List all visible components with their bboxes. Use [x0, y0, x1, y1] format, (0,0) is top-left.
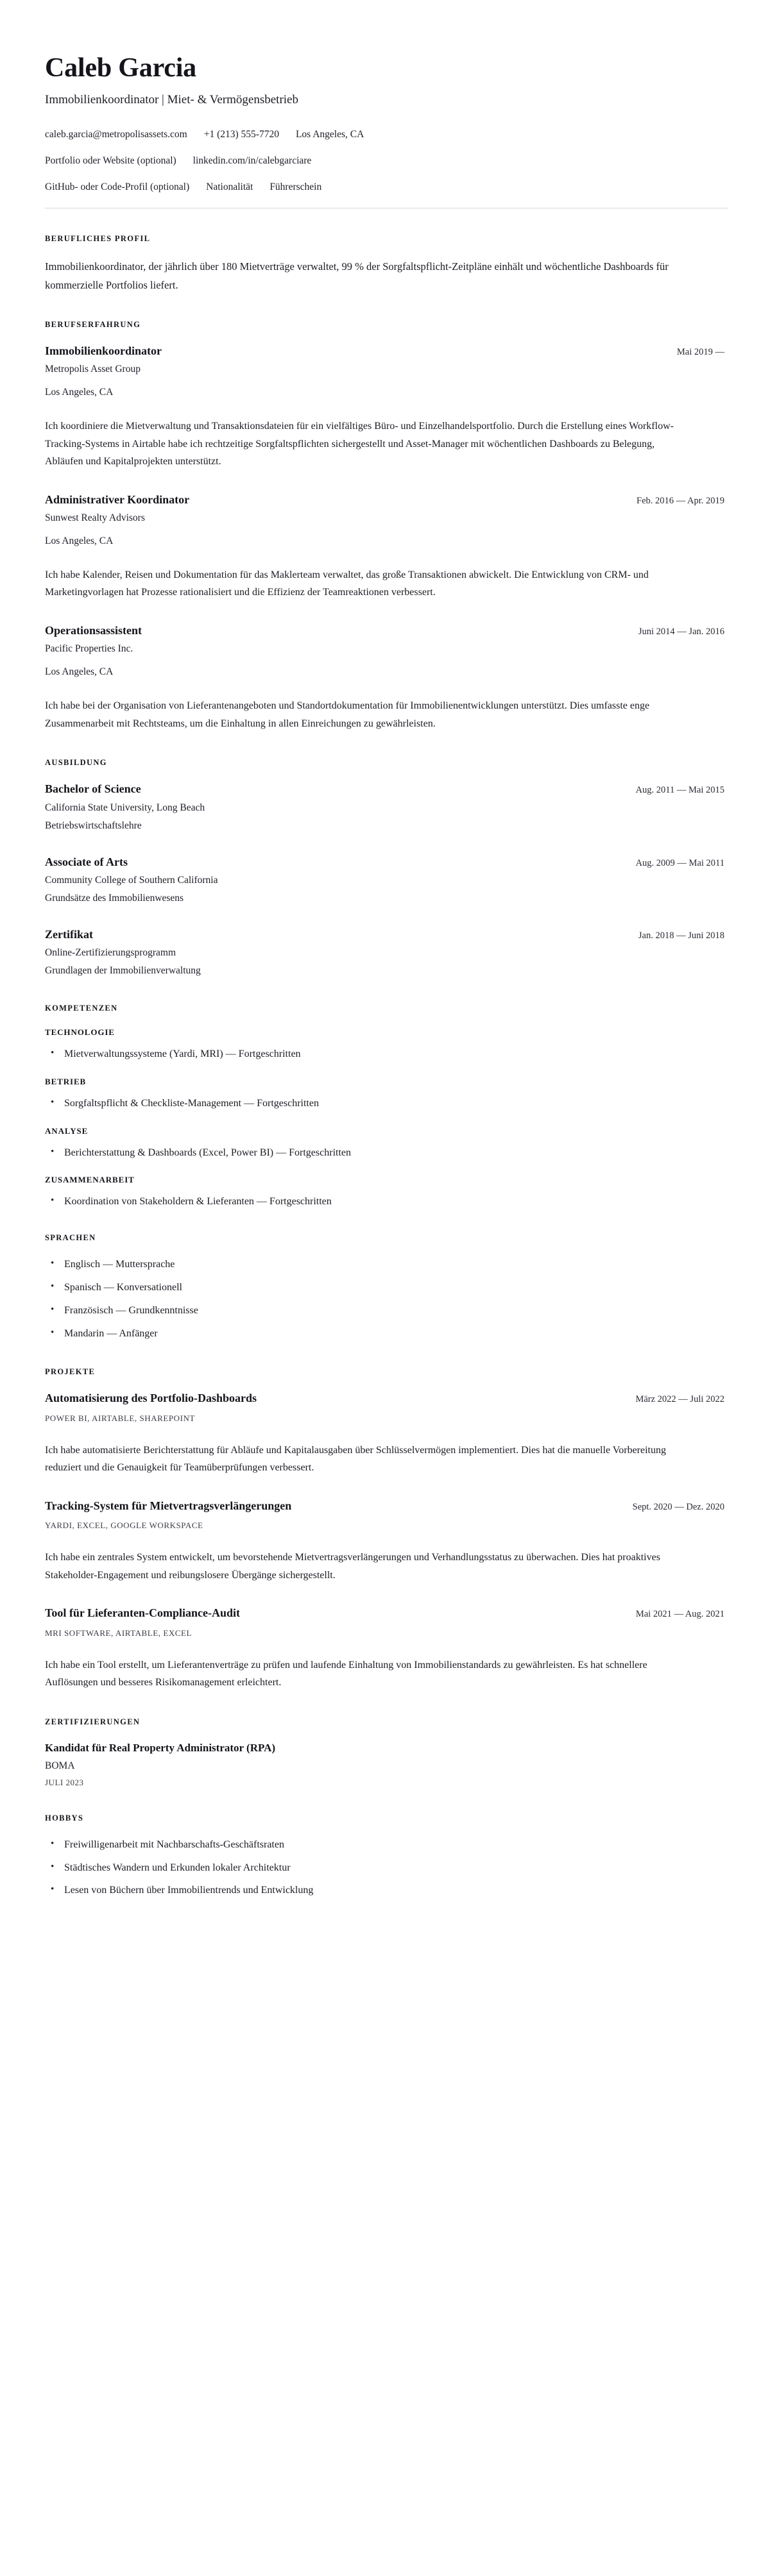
skill-list	[45, 1194, 728, 1210]
job-date-range: Feb. 2016 — Apr. 2019	[637, 495, 724, 506]
project-item	[45, 1499, 728, 1584]
project-description: Ich habe ein Tool erstellt, um Lieferantenverträge zu prüfen und laufende Einhaltung von Immobilienstandards zu gewährleisten. Es hat schnellere Auflösungen und besseres Risikomanagement erleichtert.	[45, 1659, 647, 1688]
section-certifications	[45, 1717, 728, 1788]
candidate-name: Caleb Garcia	[45, 53, 196, 83]
language-list	[45, 1257, 728, 1342]
section-professional-profile	[45, 234, 728, 294]
contact-row-primary	[45, 128, 728, 141]
project-tech-stack: YARDI, EXCEL, GOOGLE WORKSPACE	[45, 1520, 203, 1531]
email-text: caleb.garcia@metropolisassets.com	[45, 128, 187, 140]
language-item: • Mandarin — Anfänger	[45, 1326, 728, 1342]
field-of-study: Grundlagen der Immobilienverwaltung	[45, 965, 201, 977]
skill-group-collaboration	[45, 1175, 728, 1210]
job-company: Sunwest Realty Advisors	[45, 512, 145, 524]
github-placeholder-text: GitHub- oder Code-Profil (optional)	[45, 181, 190, 193]
job-description: Ich habe bei der Organisation von Lieferantenangeboten und Standortdokumentation für Immobilienentwicklungen unterstützt. Dies umfasste enge Zusammenarbeit mit Rechtsteams, um die Einhaltung in allen Einreichungen zu gewährleisten.	[45, 700, 650, 729]
hobby-item: • Städtisches Wandern und Erkunden lokaler Architektur	[45, 1860, 728, 1876]
section-title-projects: PROJEKTE	[45, 1367, 96, 1377]
skill-item: • Sorgfaltspflicht & Checkliste-Management — Fortgeschritten	[45, 1096, 728, 1112]
project-date-range: Sept. 2020 — Dez. 2020	[632, 1501, 724, 1512]
portfolio-placeholder-text: Portfolio oder Website (optional)	[45, 155, 176, 166]
experience-item	[45, 492, 728, 602]
certification-date: JULI 2023	[45, 1777, 84, 1787]
language-item: • Französisch — Grundkenntnisse	[45, 1303, 728, 1319]
education-item	[45, 782, 728, 832]
section-skills	[45, 1004, 728, 1342]
driving-license-placeholder-text: Führerschein	[270, 181, 322, 193]
job-location: Los Angeles, CA	[45, 535, 114, 547]
job-location: Los Angeles, CA	[45, 387, 114, 398]
education-item-header	[45, 855, 728, 870]
language-item: • Spanisch — Konversationell	[45, 1280, 728, 1296]
hobby-item: • Freiwilligenarbeit mit Nachbarschafts-Geschäftsraten	[45, 1837, 728, 1853]
project-item	[45, 1391, 728, 1476]
skill-list	[45, 1096, 728, 1112]
section-title-languages: SPRACHEN	[45, 1233, 96, 1243]
phone-text: +1 (213) 555-7720	[203, 128, 279, 140]
section-hobbies	[45, 1814, 728, 1899]
school-name: Online-Zertifizierungsprogramm	[45, 947, 176, 959]
degree-name: Associate of Arts	[45, 855, 128, 868]
section-title-education: AUSBILDUNG	[45, 758, 107, 768]
skill-group-label: ANALYSE	[45, 1125, 89, 1136]
job-date-range: Mai 2019 —	[676, 346, 724, 357]
section-title-experience: BERUFSERFAHRUNG	[45, 319, 141, 329]
project-item-header	[45, 1606, 728, 1621]
skill-group-label: TECHNOLOGIE	[45, 1027, 115, 1037]
education-item	[45, 855, 728, 905]
skill-list	[45, 1047, 728, 1063]
profile-summary-text: Immobilienkoordinator, der jährlich über 180 Mietverträge verwaltet, 99 % der Sorgfaltspflicht-Zeitpläne einhält und wöchentliche Dashboards für kommerzielle Portfolios liefert.	[45, 260, 669, 291]
field-of-study: Betriebswirtschaftslehre	[45, 820, 142, 831]
project-tech-stack: POWER BI, AIRTABLE, SHAREPOINT	[45, 1413, 195, 1423]
degree-date-range: Aug. 2009 — Mai 2011	[635, 857, 724, 868]
section-experience	[45, 320, 728, 732]
project-description: Ich habe ein zentrales System entwickelt, um bevorstehende Mietvertragsverlängerungen und Verhandlungsstatus zu überwachen. Dies hat proaktives Stakeholder-Engagement und reibungslosere Übergänge sichergestellt.	[45, 1552, 660, 1581]
experience-item-header	[45, 344, 728, 358]
skill-item: • Berichterstattung & Dashboards (Excel, Power BI) — Fortgeschritten	[45, 1145, 728, 1161]
certification-name: Kandidat für Real Property Administrator (RPA)	[45, 1741, 276, 1754]
nationality-placeholder-text: Nationalität	[206, 181, 253, 193]
language-item: • Englisch — Muttersprache	[45, 1257, 728, 1273]
section-title-skills: KOMPETENZEN	[45, 1003, 118, 1013]
job-location: Los Angeles, CA	[45, 666, 114, 678]
job-date-range: Juni 2014 — Jan. 2016	[638, 627, 724, 637]
education-item-header	[45, 927, 728, 942]
project-date-range: Mai 2021 — Aug. 2021	[635, 1609, 724, 1620]
project-description: Ich habe automatisierte Berichterstattung für Abläufe und Kapitalausgaben über Schlüsselvermögen implementiert. Dies hat die manuelle Vorbereitung reduziert und die Genauigkeit für Teamüberprüfungen verbessert.	[45, 1444, 666, 1474]
skill-list	[45, 1145, 728, 1161]
contact-row-web	[45, 155, 728, 167]
hobby-item: • Lesen von Büchern über Immobilientrends und Entwicklung	[45, 1883, 728, 1899]
field-of-study: Grundsätze des Immobilienwesens	[45, 892, 184, 904]
skill-group-label: BETRIEB	[45, 1076, 87, 1086]
skill-group-analysis	[45, 1126, 728, 1161]
education-item-header	[45, 782, 728, 796]
job-company: Pacific Properties Inc.	[45, 643, 133, 655]
school-name: California State University, Long Beach	[45, 802, 205, 813]
job-description: Ich habe Kalender, Reisen und Dokumentation für das Maklerteam verwaltet, das große Transaktionen abwickelt. Die Entwicklung von CRM- und Marketingvorlagen hat Prozesse rationalisiert und die Effizienz der Teamreaktionen verbessert.	[45, 569, 649, 598]
candidate-headline: Immobilienkoordinator | Miet- & Vermögensbetrieb	[45, 93, 298, 107]
experience-item-header	[45, 492, 728, 507]
project-item-header	[45, 1499, 728, 1513]
degree-name: Bachelor of Science	[45, 782, 141, 796]
skill-group-technology	[45, 1027, 728, 1063]
certification-issuer: BOMA	[45, 1760, 75, 1771]
project-date-range: März 2022 — Juli 2022	[635, 1394, 724, 1405]
section-title-certifications: ZERTIFIZIERUNGEN	[45, 1717, 141, 1726]
job-role: Administrativer Koordinator	[45, 492, 190, 506]
location-text: Los Angeles, CA	[295, 128, 364, 140]
job-description: Ich koordiniere die Mietverwaltung und Transaktionsdateien für ein vielfältiges Büro- und Einzelhandelsportfolio. Durch die Erstellung eines Workflow-Tracking-Systems in Airtable habe ich rechtzeitige Sorgfaltspflichten sichergestellt und Asset-Manager mit wöchentlichen Dashboards zu Belegung, Abläufen und Kapitalprojekten unterstützt.	[45, 421, 674, 467]
project-name: Automatisierung des Portfolio-Dashboards	[45, 1392, 257, 1405]
degree-date-range: Jan. 2018 — Juni 2018	[638, 930, 724, 941]
contact-row-extra	[45, 181, 728, 194]
section-projects	[45, 1367, 728, 1691]
experience-item-header	[45, 623, 728, 638]
education-item	[45, 927, 728, 978]
degree-name: Zertifikat	[45, 927, 93, 941]
experience-item	[45, 344, 728, 471]
section-education	[45, 758, 728, 978]
section-title-profile: BERUFLICHES PROFIL	[45, 234, 151, 244]
section-title-hobbies: HOBBYS	[45, 1813, 84, 1823]
experience-item	[45, 623, 728, 732]
skill-group-operations	[45, 1077, 728, 1112]
project-item	[45, 1606, 728, 1691]
certification-item	[45, 1741, 728, 1788]
school-name: Community College of Southern California	[45, 874, 218, 886]
resume-header	[45, 54, 728, 208]
project-tech-stack: MRI SOFTWARE, AIRTABLE, EXCEL	[45, 1628, 192, 1638]
skill-item: • Koordination von Stakeholdern & Lieferanten — Fortgeschritten	[45, 1194, 728, 1210]
skill-item: • Mietverwaltungssysteme (Yardi, MRI) — Fortgeschritten	[45, 1047, 728, 1063]
contact-block	[45, 128, 728, 194]
degree-date-range: Aug. 2011 — Mai 2015	[635, 785, 724, 796]
linkedin-text: linkedin.com/in/calebgarciare	[193, 155, 312, 166]
job-company: Metropolis Asset Group	[45, 364, 141, 375]
section-languages	[45, 1233, 728, 1342]
project-item-header	[45, 1391, 728, 1406]
skill-group-label: ZUSAMMENARBEIT	[45, 1175, 135, 1185]
job-role: Immobilienkoordinator	[45, 344, 162, 357]
hobby-list	[45, 1837, 728, 1899]
project-name: Tool für Lieferanten-Compliance-Audit	[45, 1606, 240, 1620]
job-role: Operationsassistent	[45, 624, 142, 637]
project-name: Tracking-System für Mietvertragsverlängerungen	[45, 1499, 292, 1512]
